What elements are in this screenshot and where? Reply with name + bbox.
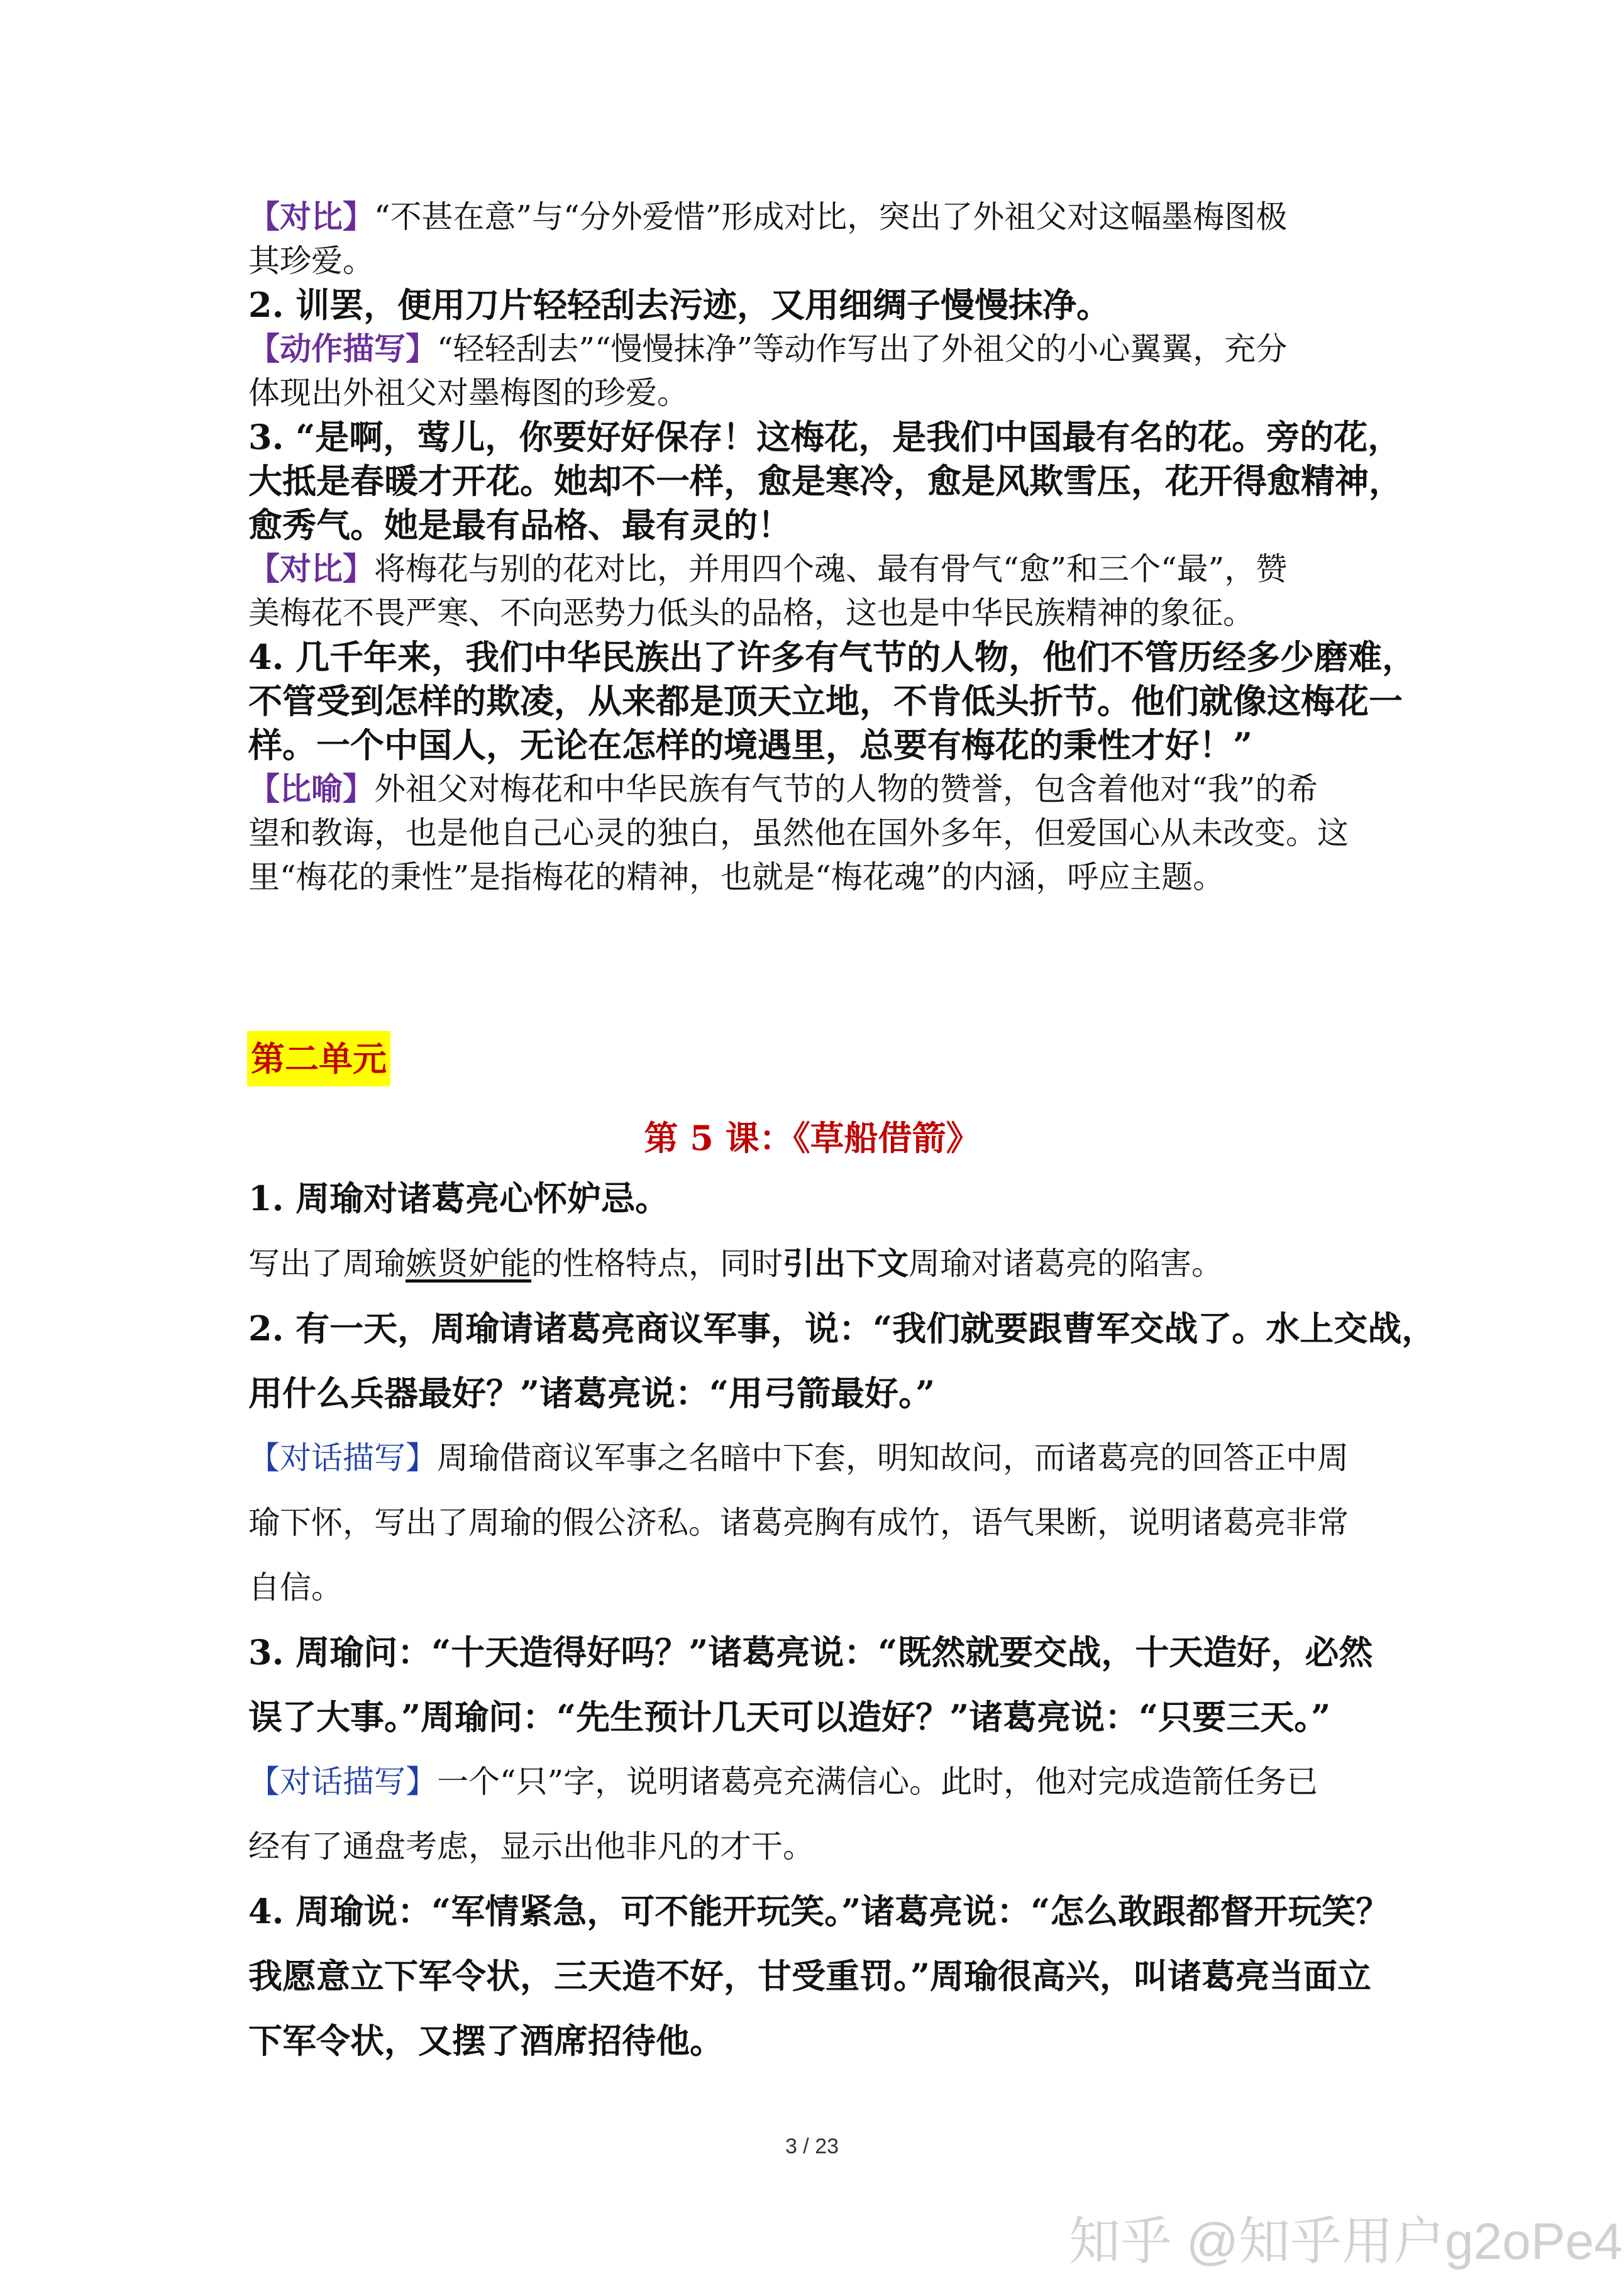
annotation-tag: 【动作描写】 <box>248 330 437 367</box>
annotation-tag: 【对话描写】 <box>248 1440 437 1476</box>
answer-3: 【对话描写】一个“只”字，说明诸葛亮充满信心。此时，他对完成造箭任务已 经有了通盘考虑，显示出他非凡的才干。 <box>248 1763 1318 1865</box>
answer-2: 【对话描写】周瑜借商议军事之名暗中下套，明知故问，而诸葛亮的回答正中周 瑜下怀，写出了周瑜的假公济私。诸葛亮胸有成竹，语气果断，说明诸葛亮非常 自信。 <box>248 1440 1349 1606</box>
question-4: 4. 周瑜说：“军情紧急，可不能开玩笑。”诸葛亮说：“怎么敢跟都督开玩笑？ 我愿意立下军令状，三天造不好，甘受重罚。”周瑜很高兴，叫诸葛亮当面立 下军令状，又摆了酒席招待他。 <box>248 1891 1390 2061</box>
watermark: 知乎 @知乎用户g2oPe4 <box>1069 2213 1623 2270</box>
bold-phrase: 引出下文 <box>783 1245 909 1282</box>
section-2 <box>248 1166 1436 2073</box>
quote-2: 2. 训罢，便用刀片轻轻刮去污迹，又用细绸子慢慢抹净。 <box>248 285 1111 325</box>
annotation-contrast-1: 【对比】“不甚在意”与“分外爱惜”形成对比，突出了外祖父对这幅墨梅图极 其珍爱。 <box>248 198 1288 279</box>
quote-3: 3. “是啊，莺儿，你要好好保存！这梅花，是我们中国最有名的花。旁的花， 大抵是春暖才开花。她却不一样，愈是寒冷，愈是风欺雪压，花开得愈精神， 愈秀气。她是最有品格、最有灵的！ <box>248 417 1403 545</box>
question-3: 3. 周瑜问：“十天造得好吗？”诸葛亮说：“既然就要交战，十天造好，必然 误了大事。”周瑜问：“先生预计几天可以造好？”诸葛亮说：“只要三天。” <box>248 1632 1373 1737</box>
question-2: 2. 有一天，周瑜请诸葛亮商议军事，说：“我们就要跟曹军交战了。水上交战， 用什么兵器最好？”诸葛亮说：“用弓箭最好。” <box>248 1308 1436 1413</box>
quote-4: 4. 几千年来，我们中华民族出了许多有气节的人物，他们不管历经多少磨难， 不管受到怎样的欺凌，从来都是顶天立地，不肯低头折节。他们就像这梅花一 样。一个中国人，无论在怎样的境遇里，总要有梅花的秉性才好！” <box>248 637 1417 765</box>
annotation-tag: 【对话描写】 <box>248 1763 437 1800</box>
annotation-tag: 【对比】 <box>248 550 374 587</box>
annotation-tag: 【对比】 <box>248 198 374 235</box>
underlined-phrase: 嫉贤妒能 <box>406 1245 531 1282</box>
section-1 <box>248 195 1417 899</box>
annotation-contrast-2: 【对比】将梅花与别的花对比，并用四个魂、最有骨气“愈”和三个“最”，赞 美梅花不畏严寒、不向恶势力低头的品格，这也是中华民族精神的象征。 <box>248 550 1288 631</box>
annotation-metaphor: 【比喻】外祖父对梅花和中华民族有气节的人物的赞誉，包含着他对“我”的希 望和教诲，也是他自己心灵的独白，虽然他在国外多年，但爱国心从未改变。这 里“梅花的秉性”是指梅花的精神，也就是“梅花魂”的内涵，呼应主题。 <box>248 770 1349 895</box>
answer-1: 写出了周瑜嫉贤妒能的性格特点，同时引出下文周瑜对诸葛亮的陷害。 <box>248 1245 1223 1282</box>
page-number: 3 / 23 <box>785 2134 839 2158</box>
annotation-action: 【动作描写】“轻轻刮去”“慢慢抹净”等动作写出了外祖父的小心翼翼，充分 体现出外祖父对墨梅图的珍爱。 <box>248 330 1288 411</box>
lesson-title: 第 5 课：《草船借箭》 <box>644 1118 980 1158</box>
unit-title: 第二单元 <box>247 1031 390 1086</box>
annotation-tag: 【比喻】 <box>248 770 374 807</box>
question-1: 1. 周瑜对诸葛亮心怀妒忌。 <box>248 1178 670 1218</box>
